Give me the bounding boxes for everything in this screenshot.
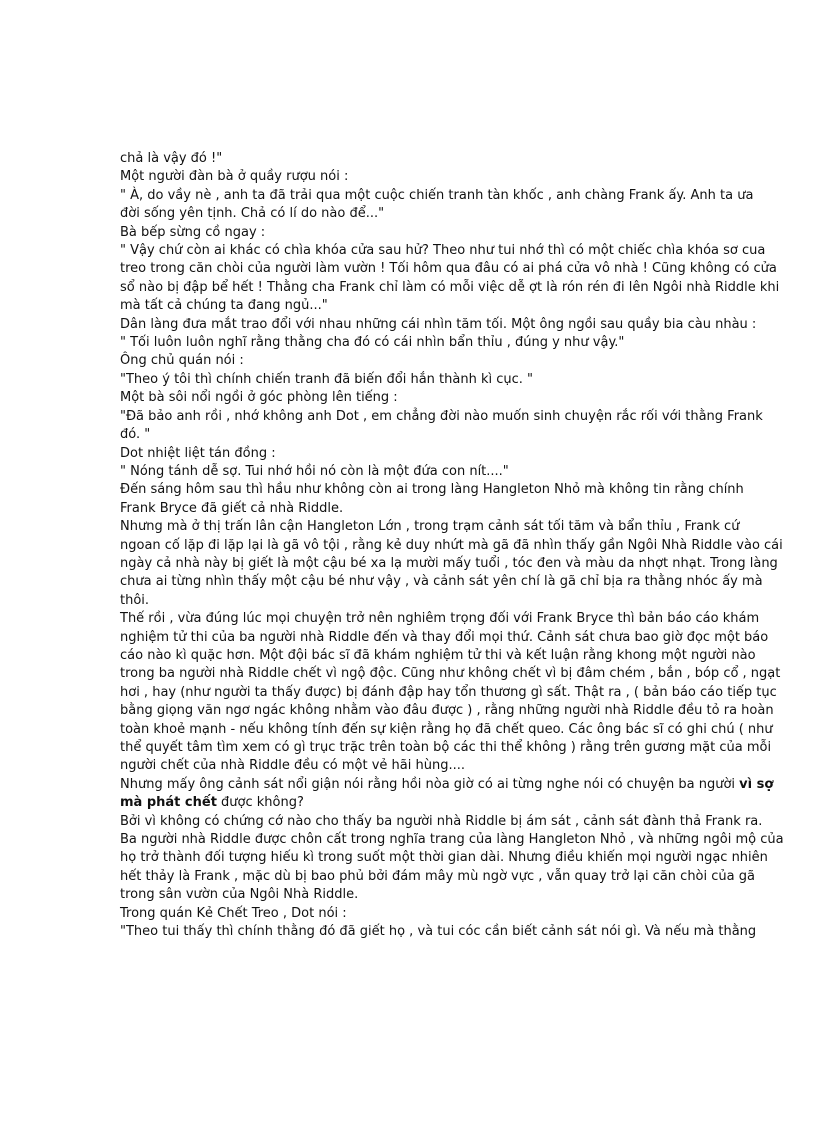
text-line: bằng giọng văn ngơ ngác không nhằm vào đâu được ) , rằng những người nhà Riddle đều tỏ ra hoàn xyxy=(120,703,774,719)
bold-phrase: mà phát chết xyxy=(120,795,217,811)
text-line: Frank Bryce đã giết cả nhà Riddle. xyxy=(120,500,344,516)
text-line: " Tối luôn luôn nghĩ rằng thằng cha đó có cái nhìn bẩn thỉu , đúng y như vậy." xyxy=(120,335,625,351)
text-line: mà tất cả chúng ta đang ngủ..." xyxy=(120,298,328,314)
text-line: hết thảy là Frank , mặc dù bị bao phủ bởi đám mây mù ngờ vực , vẫn quay trở lại căn chòi của gã xyxy=(120,868,755,884)
text-line: " Nóng tánh dễ sợ. Tui nhớ hồi nó còn là một đứa con nít...." xyxy=(120,463,509,479)
text-line: " Vậy chứ còn ai khác có chìa khóa cửa sau hử? Theo như tui nhớ thì có một chiếc chìa khóa sơ cua xyxy=(120,243,766,259)
text-line: Bà bếp sừng cồ ngay : xyxy=(120,224,266,240)
text-line: Trong quán Kẻ Chết Treo , Dot nói : xyxy=(120,905,347,921)
text-line: sổ nào bị đập bể hết ! Thằng cha Frank chỉ làm có mỗi việc dễ ợt là rón rén đi lên Ngôi nhà Riddle khi xyxy=(120,279,780,295)
text-line: Ba người nhà Riddle được chôn cất trong nghĩa trang của làng Hangleton Nhỏ , và những ngôi mộ của xyxy=(120,832,784,848)
text-run: Nhưng mấy ông cảnh sát nổi giận nói rằng hồi nòa giờ có ai từng nghe nói có chuyện ba người xyxy=(120,776,740,792)
text-line: treo trong căn chòi của người làm vườn ! Tối hôm qua đâu có ai phá cửa vô nhà ! Cũng không có cửa xyxy=(120,261,777,277)
text-line: đó. " xyxy=(120,427,151,443)
text-run: được không? xyxy=(216,795,304,811)
text-line: "Theo tui thấy thì chính thằng đó đã giết họ , và tui cóc cần biết cảnh sát nói gì. Và nếu mà thằng xyxy=(120,924,757,940)
text-line: đời sống yên tịnh. Chả có lí do nào để..." xyxy=(120,206,385,222)
text-line-with-bold xyxy=(120,794,784,812)
text-line: ngày cả nhà này bị giết là một cậu bé xa lạ mười mấy tuổi , tóc đen và màu da nhợt nhạt. Trong làng xyxy=(120,555,778,571)
text-line: chả là vậy đó !" xyxy=(120,151,223,166)
text-line: hơi , hay (như người ta thấy được) bị đánh đập hay tổn thương gì sất. Thật ra , ( bản báo cáo tiếp tục xyxy=(120,684,777,700)
text-line: người chết của nhà Riddle đều có một vẻ hãi hùng.... xyxy=(120,758,465,774)
text-line: "Theo ý tôi thì chính chiến tranh đã biến đổi hắn thành kì cục. " xyxy=(120,371,534,387)
text-line: trong sân vườn của Ngôi Nhà Riddle. xyxy=(120,887,359,903)
text-line: thể quyết tâm tìm xem có gì trục trặc trên toàn bộ các thi thể không ) rằng trên gương mặt của mỗi xyxy=(120,740,772,755)
text-line: cáo nào kì quặc hơn. Một đội bác sĩ đã khám nghiệm tử thi và kết luận rằng khong một người nào xyxy=(120,647,756,663)
bold-phrase: vì sợ xyxy=(739,776,774,792)
text-line: trong ba người nhà Riddle chết vì ngộ độc. Cũng như không chết vì bị đâm chém , bắn , bóp cổ , ngạt xyxy=(120,666,781,682)
text-line: " À, do vầy nè , anh ta đã trải qua một cuộc chiến tranh tàn khốc , anh chàng Frank ấy. Anh ta ưa xyxy=(120,187,754,203)
text-line: Dot nhiệt liệt tán đồng : xyxy=(120,445,276,461)
text-line: thôi. xyxy=(120,592,150,608)
text-line: họ trở thành đối tượng hiếu kì trong suốt một thời gian dài. Nhưng điều khiến mọi người ngạc nhiên xyxy=(120,850,768,866)
text-line: chưa ai từng nhìn thấy một cậu bé như vậy , và cảnh sát yên chí là gã chỉ bịa ra thằng nhóc ấy mà xyxy=(120,574,763,590)
text-line-with-bold xyxy=(120,776,784,794)
body-text xyxy=(120,150,784,941)
text-line: Đến sáng hôm sau thì hầu như không còn ai trong làng Hangleton Nhỏ mà không tin rằng chính xyxy=(120,482,744,498)
text-line: "Đã bảo anh rồi , nhớ không anh Dot , em chẳng đời nào muốn sinh chuyện rắc rối với thằng Frank xyxy=(120,408,763,424)
text-line: nghiệm tử thi của ba người nhà Riddle đến và thay đổi mọi thứ. Cảnh sát chưa bao giờ đọc một báo xyxy=(120,629,769,645)
text-line: Ông chủ quán nói : xyxy=(120,353,244,369)
text-line: ngoan cố lặp đi lặp lại là gã vô tội , rằng kẻ duy nhứt mà gã đã nhìn thấy gần Ngôi Nhà Riddle vào cái xyxy=(120,537,783,553)
text-line: Nhưng mà ở thị trấn lân cận Hangleton Lớn , trong trạm cảnh sát tối tăm và bẩn thỉu , Frank cứ xyxy=(120,519,740,535)
text-line: Dân làng đưa mắt trao đổi với nhau những cái nhìn tăm tối. Một ông ngồi sau quầy bia càu nhàu : xyxy=(120,316,757,332)
text-line: toàn khoẻ mạnh - nếu không tính đến sự kiện rằng họ đã chết queo. Các ông bác sĩ có ghi chú ( như xyxy=(120,721,773,737)
text-line: Thế rồi , vừa đúng lúc mọi chuyện trở nên nghiêm trọng đối với Frank Bryce thì bản báo cáo khám xyxy=(120,611,760,627)
text-line: Một bà sôi nổi ngồi ở góc phòng lên tiếng : xyxy=(120,390,398,406)
text-line: Một người đàn bà ở quầy rượu nói : xyxy=(120,169,349,185)
text-line: Bởi vì không có chứng cớ nào cho thấy ba người nhà Riddle bị ám sát , cảnh sát đành thả Frank ra. xyxy=(120,813,763,829)
